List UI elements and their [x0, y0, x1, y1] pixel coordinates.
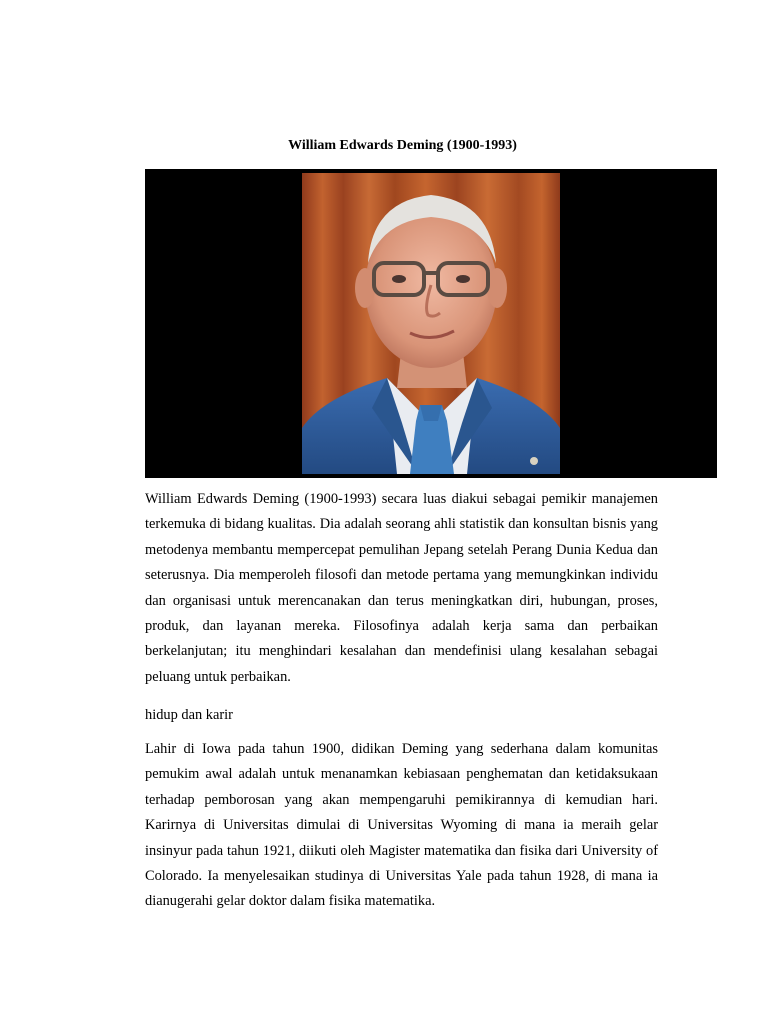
section-heading: hidup dan karir	[145, 707, 233, 723]
document-title: William Edwards Deming (1900-1993)	[288, 138, 517, 153]
photo-frame	[145, 169, 717, 478]
intro-paragraph: William Edwards Deming (1900-1993) secara luas diakui sebagai pemikir manajemen terkemuka di bidang kualitas. Dia adalah seorang ahli statistik dan konsultan bisnis yang metodenya membantu mempercepat pemulihan Jepang setelah Perang Dunia Kedua dan seterusnya. Dia memperoleh filosofi dan metode pertama yang memungkinkan individu dan organisasi untuk merencanakan dan terus meningkatkan diri, hubungan, proses, produk, dan layanan mereka. Filosofinya adalah kerja sama dan perbaikan berkelanjutan; itu menghindari kesalahan dan mendefinisi ulang kesalahan sebagai peluang untuk perbaikan.	[145, 491, 658, 685]
portrait-photo	[302, 173, 560, 474]
career-paragraph: Lahir di Iowa pada tahun 1900, didikan Deming yang sederhana dalam komunitas pemukim awal adalah untuk menanamkan kebiasaan penghematan dan ketidaksukaan terhadap pemborosan yang akan mempengaruhi pemikirannya di kemudian hari. Karirnya di Universitas dimulai di Universitas Wyoming di mana ia meraih gelar insinyur pada tahun 1921, diikuti oleh Magister matematika dan fisika dari University of Colorado. Ia menyelesaikan studinya di Universitas Yale pada tahun 1928, di mana ia dianugerahi gelar doktor dalam fisika matematika.	[145, 741, 658, 910]
